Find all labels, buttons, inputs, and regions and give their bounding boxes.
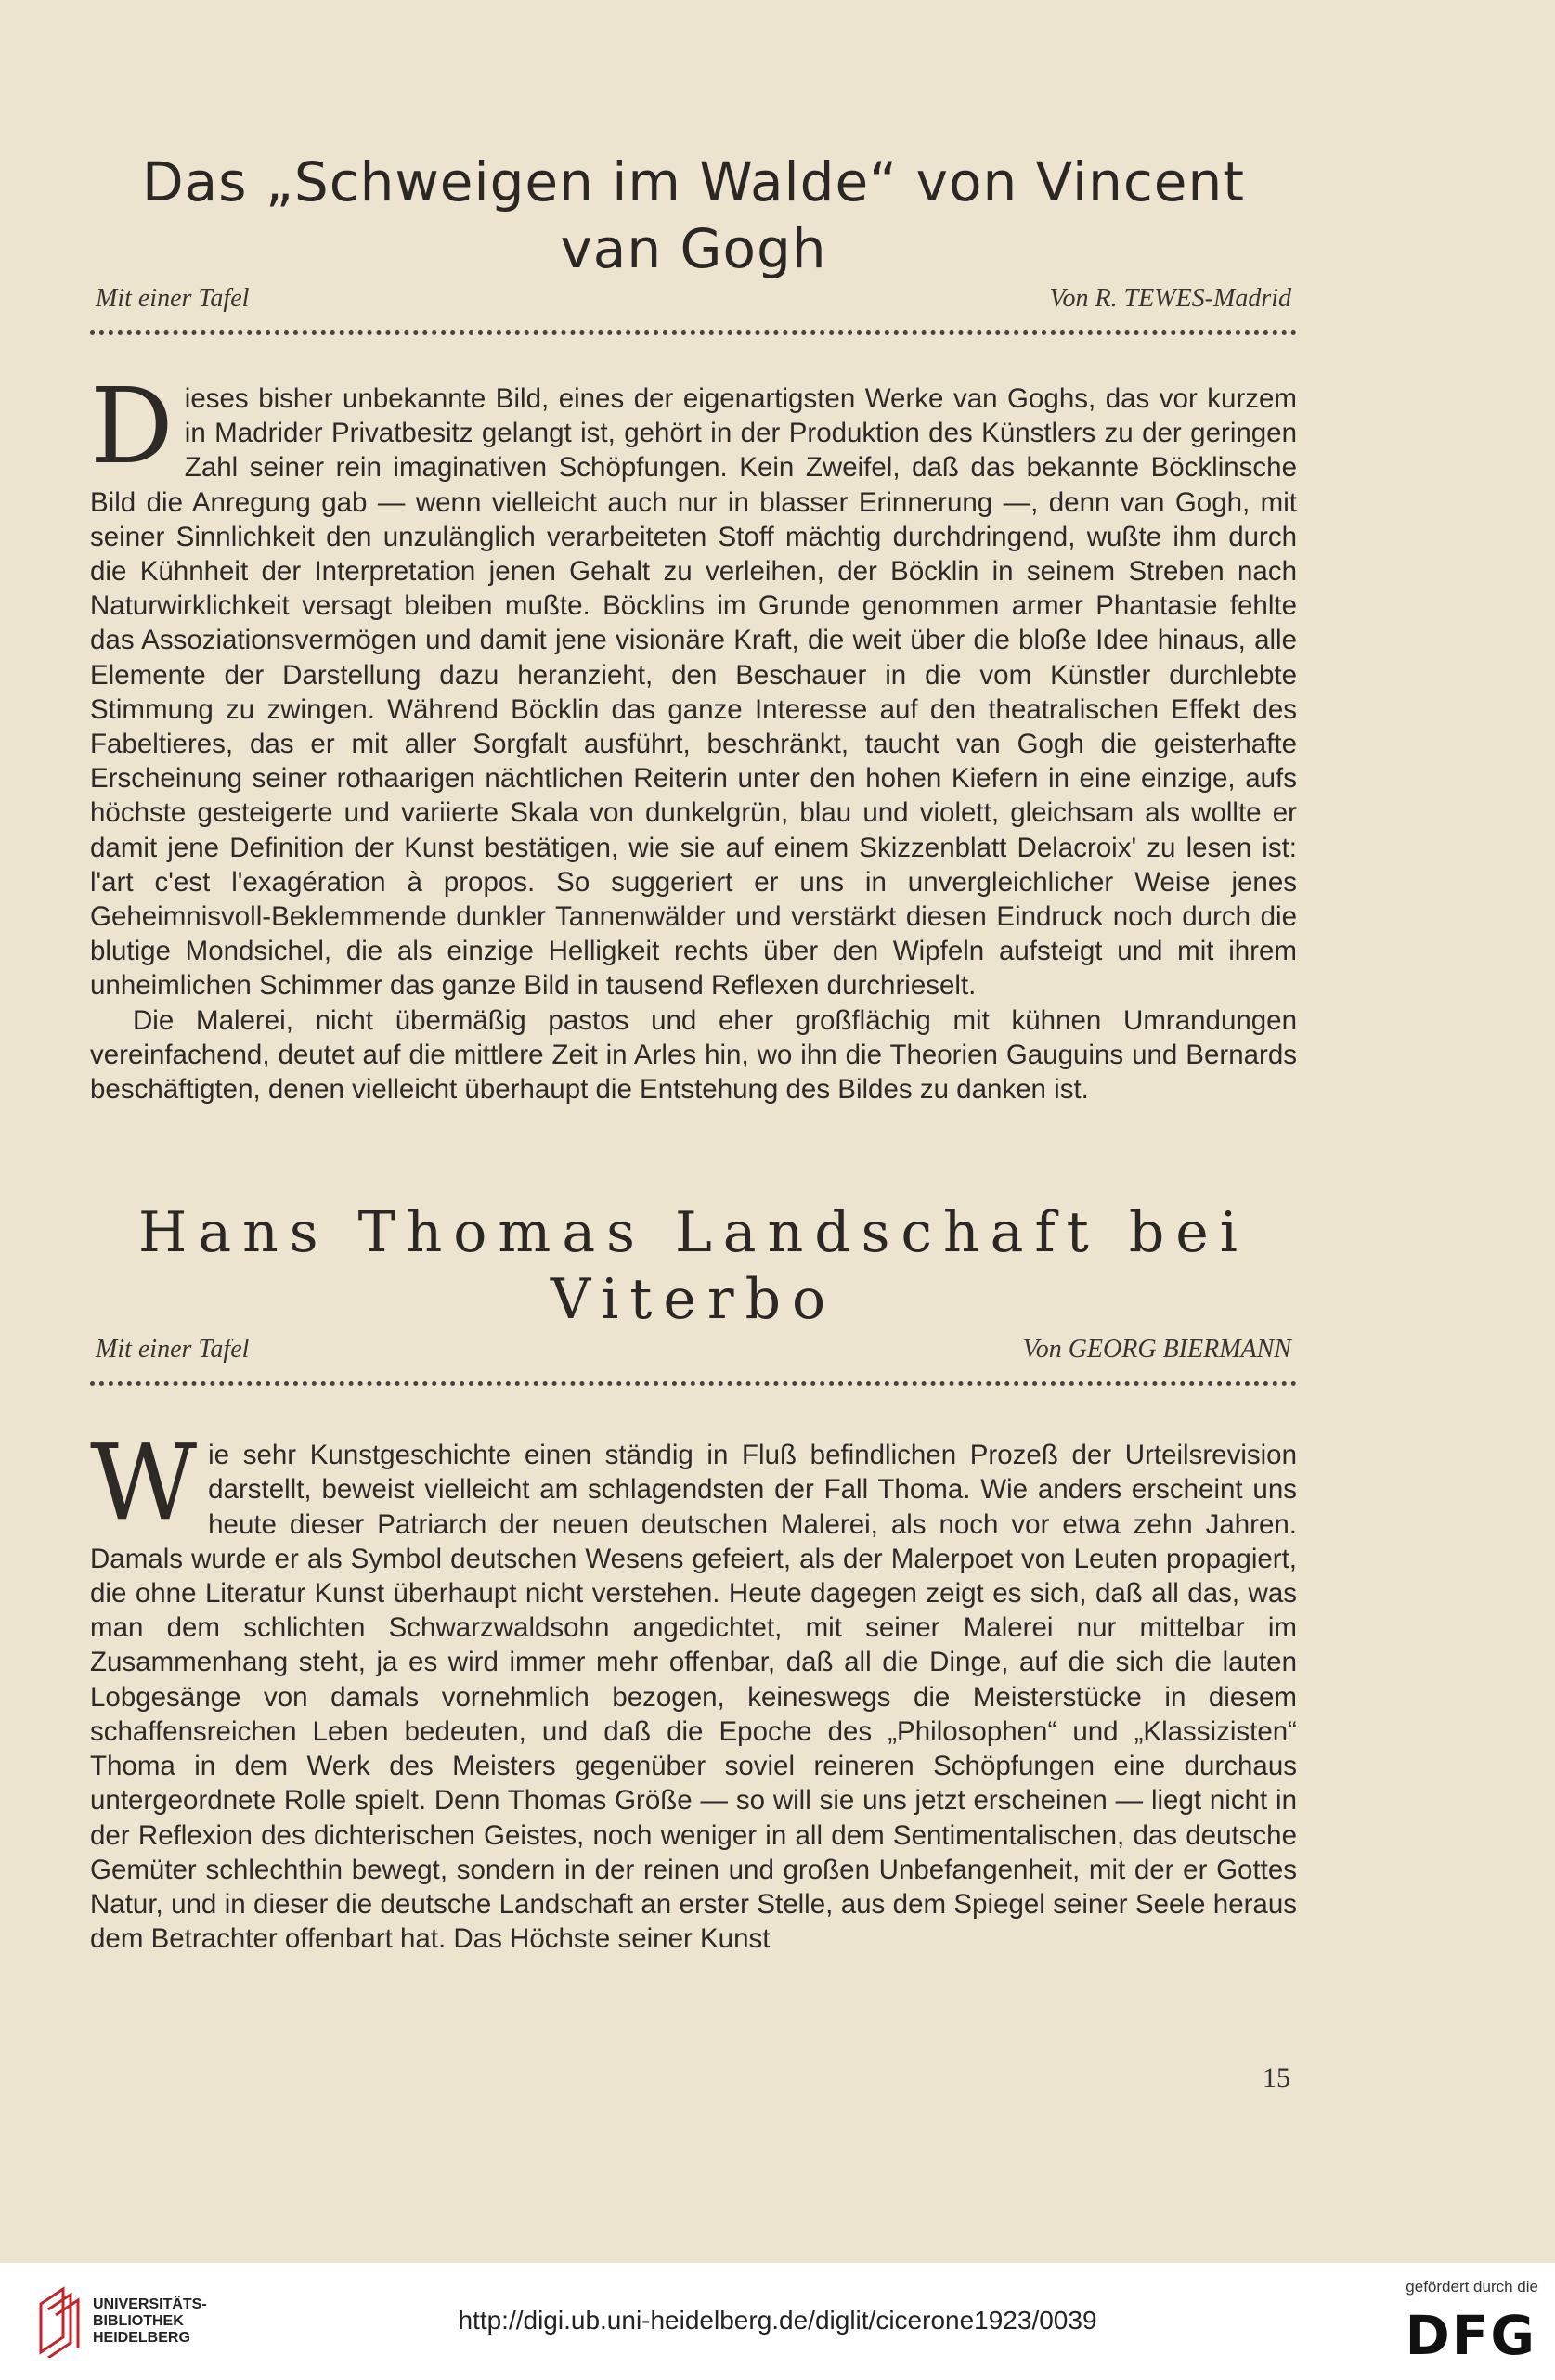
article2-plate-note: Mit einer Tafel [96, 1335, 250, 1365]
library-name-line-3: HEIDELBERG [93, 2330, 190, 2346]
source-url-link[interactable]: http://digi.ub.uni-heidelberg.de/diglit/cicerone1923/0039 [458, 2306, 1097, 2335]
article1-body [90, 367, 1297, 1106]
article1-byline [90, 284, 1297, 314]
article1-paragraph-2: Die Malerei, nicht übermäßig pastos und eher großflächig mit kühnen Umrandungen vereinfachend, deutet auf die mittlere Zeit in Arles hin, wo ihn die Theorien Gauguins und Bernards beschäftigten, denen vielleicht überhaupt die Entstehung des Bildes zu danken ist. [90, 1004, 1297, 1106]
page-number: 15 [1263, 2063, 1290, 2093]
article1-paragraph-1-text: ieses bisher unbekannte Bild, eines der eigenartigsten Werke van Goghs, das vor kurzem in Madrider Privatbesitz gelangt ist, gehört in der Produktion des Künstlers zu der geringen Zahl seiner rein imaginativen Schöpfungen. Kein Zweifel, daß das bekannte Böcklinsche Bild die Anregung gab — wenn vielleicht auch nur in blasser Erinnerung —, denn van Gogh, mit seiner Sinnlichkeit den unzulänglich verarbeiteten Stoff mächtig durchdringend, wußte ihm durch die Kühnheit der Interpretation jenen Gehalt zu verleihen, der Böcklin in seinem Streben nach Naturwirklichkeit versagt bleiben mußte. Böcklins im Grunde genommen armer Phantasie fehlte das Assoziationsvermögen und damit jene visionäre Kraft, die weit über die bloße Idee hinaus, alle Elemente der Darstellung dazu heranzieht, den Beschauer in die vom Künstler durchlebte Stimmung zu zwingen. Während Böcklin das ganze Interesse auf den theatralischen Effekt des Fabeltieres, das er mit aller Sorgfalt ausführt, beschränkt, taucht van Gogh die geisterhafte Erscheinung seiner rothaarigen nächtlichen Reiterin unter den hohen Kiefern in eine einzige, aufs höchste gesteigerte und variierte Skala von dunkelgrün, blau und violett, gleichsam als wollte er damit jene Definition der Kunst bestätigen, wie sie auf einem Skizzenblatt Delacroix' zu lesen ist: l'art c'est l'exagération à propos. So suggeriert er uns in unvergleichlicher Weise jenes Geheimnisvoll-Beklemmende dunkler Tannenwälder und verstärkt diesen Eindruck noch durch die blutige Mondsichel, die als einzige Helligkeit rechts über den Wipfeln aufsteigt und mit ihrem unheimlichen Schimmer das ganze Bild in tausend Reflexen durchrieselt. [90, 383, 1297, 1002]
article2-byline [90, 1335, 1297, 1365]
dfg-logo[interactable]: DFG [1405, 2304, 1536, 2367]
article2-paragraph-1 [90, 1423, 1297, 1956]
library-name-line-2: BIBLIOTHEK [93, 2313, 184, 2329]
digitization-footer [0, 2263, 1555, 2380]
dropcap: W [90, 1423, 198, 1545]
dotted-divider [90, 1381, 1297, 1386]
article1-plate-note: Mit einer Tafel [96, 284, 250, 313]
section-gap [90, 1106, 1297, 1199]
article1-author: Von R. TEWES-Madrid [1049, 284, 1291, 313]
article2-author: Von GEORG BIERMANN [1022, 1335, 1291, 1365]
dropcap: D [90, 367, 174, 487]
dotted-divider [90, 330, 1297, 335]
article2-paragraph-1-text: ie sehr Kunstgeschichte einen ständig in Fluß befindlichen Prozeß der Urteilsrevision darstellt, beweist vielleicht am schlagendsten der Fall Thoma. Wie anders erscheint uns heute dieser Patriarch der neuen deutschen Malerei, als noch vor etwa zehn Jahren. Damals wurde er als Symbol deutschen Wesens gefeiert, als der Malerpoet von Leuten propagiert, die ohne Literatur Kunst überhaupt nicht verstehen. Heute dagegen zeigt es sich, daß all das, was man dem schlichten Schwarzwaldsohn angedichtet, mit seiner Malerei nur mittelbar im Zusammenhang steht, ja es wird immer mehr offenbar, daß all die Dinge, auf die sich die lauten Lobgesänge von damals vornehmlich bezogen, keineswegs die Meisterstücke in diesem schaffensreichen Leben bedeuten, und daß die Epoche des „Philosophen“ und „Klassizisten“ Thoma in dem Werk des Meisters gegenüber soviel reineren Schöpfungen eine durchaus untergeordnete Rolle spielt. Denn Thomas Größe — so will sie uns jetzt erscheinen — liegt nicht in der Reflexion des dichterischen Geistes, noch weniger in all dem Sentimentalischen, das deutsche Gemüter schlechthin bewegt, sondern in der reinen und großen Unbefangenheit, mit der er Gottes Natur, und in dieser die deutsche Landschaft an erster Stelle, aus dem Spiegel seiner Seele heraus dem Betrachter offenbart hat. Das Höchste seiner Kunst [90, 1440, 1297, 1955]
article1-paragraph-1 [90, 367, 1297, 1003]
article1-title: Das „Schweigen im Walde“ von Vincent van Gogh [142, 150, 1245, 280]
article2-body [90, 1423, 1297, 1956]
funding-label: gefördert durch die [1406, 2278, 1538, 2296]
article2-title: Hans Thomas Landschaft bei Viterbo [138, 1200, 1249, 1333]
library-name-line-1: UNIVERSITÄTS- [93, 2296, 207, 2312]
page-content [90, 149, 1297, 1956]
